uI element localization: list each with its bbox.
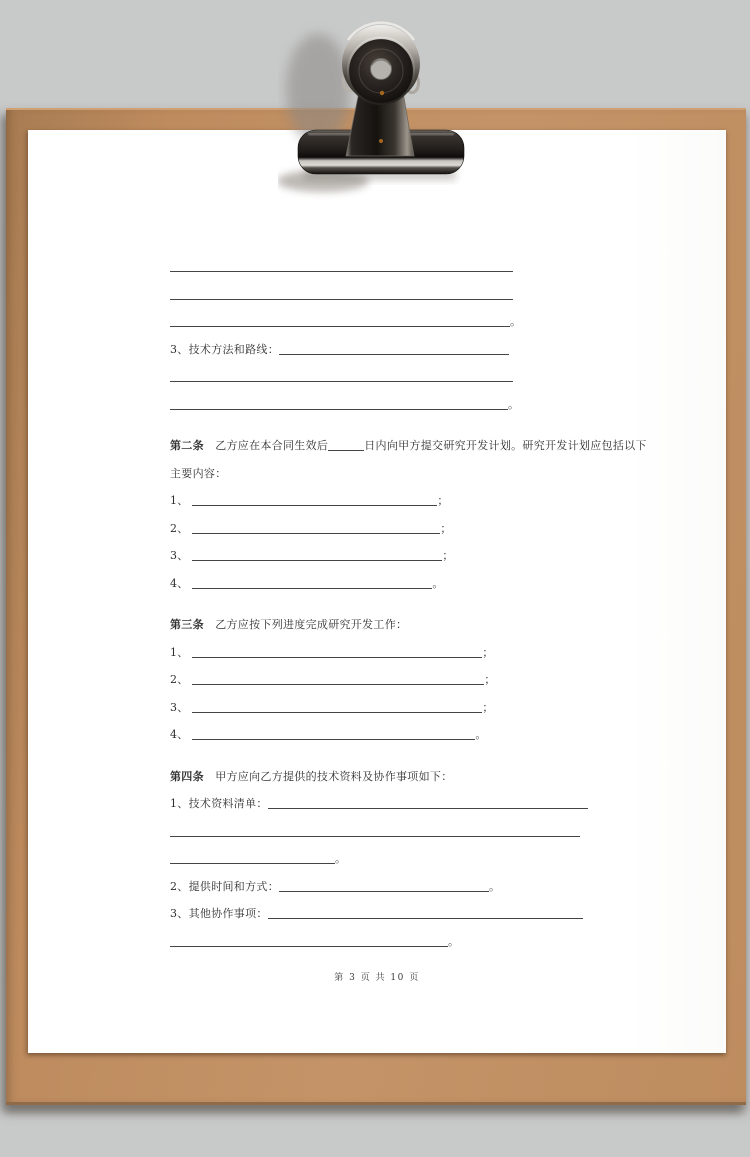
text-run: ； [442,549,454,562]
text-run: 4、 [170,728,193,741]
blank-underline [279,878,489,892]
document-line [170,515,716,543]
blank-underline [170,933,448,947]
document-line [170,666,716,694]
document-line [170,432,716,460]
text-run: 。 [489,879,501,893]
document-line [170,763,716,791]
blank-underline [192,671,484,685]
blank-underline [192,520,440,534]
document-line [170,336,716,364]
blank-underline [328,437,364,451]
document-line [170,611,716,639]
text-run: 甲方应向乙方提供的技术资料及协作事项如下： [203,769,453,783]
document-line [170,845,716,873]
clause-number: 第四条 [170,769,204,783]
blank-underline [170,258,513,272]
text-run: 3、其他协作事项： [170,907,268,920]
blank-underline [170,396,508,410]
document-line [170,391,716,419]
document-line [170,900,716,928]
clause-number: 第二条 [170,439,204,452]
document-line [170,873,716,901]
text-run: 。 [448,934,460,948]
text-run: 。 [432,576,444,590]
blank-underline [192,644,482,658]
blank-underline [170,823,580,837]
document-line [170,818,716,846]
blank-underline [192,547,442,561]
document-lines [170,253,716,955]
blank-underline [170,850,335,864]
section-gap [170,597,716,611]
document-line [170,570,716,598]
text-run: ； [482,700,494,714]
document-line [170,363,716,391]
document-line [170,281,716,309]
text-run: 。 [508,397,520,411]
blank-underline [279,341,509,355]
contract-page [28,130,726,1053]
text-run: 乙方应按下列进度完成研究开发工作： [203,618,408,631]
text-run: 。 [335,852,347,865]
text-run: 日内向甲方提交研究开发计划。研究开发计划应包括以下 [364,439,647,452]
blank-underline [192,575,432,589]
text-run: 2、提供时间和方式： [170,879,279,893]
blank-underline [192,726,475,740]
text-run: ； [437,494,449,507]
text-run: 1、 [170,645,193,659]
blank-underline [170,286,513,300]
text-run: 。 [510,315,522,328]
document-line [170,928,716,956]
section-gap [170,418,716,432]
text-run: ； [440,521,452,535]
clip-wall-shadow [286,34,350,144]
text-run: 3、 [170,549,193,562]
document-line [170,487,716,515]
blank-underline [192,492,437,506]
document-line [170,542,716,570]
document-line [170,790,716,818]
clip-knob-hole [371,59,392,80]
document-line [170,721,716,749]
document-line [170,639,716,667]
text-run: 。 [475,728,487,741]
document-line [170,253,716,281]
blank-underline [170,368,513,382]
clause-number: 第三条 [170,618,204,631]
text-run: 2、 [170,521,193,535]
text-run: ； [482,645,494,659]
text-run: 4、 [170,576,193,590]
text-run: 3、 [170,700,193,714]
bulldog-clip-icon [278,4,478,204]
text-run: 主要内容： [170,466,227,480]
text-run: 3、技术方法和路线： [170,342,279,356]
page-footer: 第 3 页 共 10 页 [334,973,420,983]
blank-underline [268,905,583,919]
text-run: ； [484,673,496,686]
document-line [170,694,716,722]
blank-underline [192,699,482,713]
section-gap [170,749,716,763]
text-run: 乙方应在本合同生效后 [203,439,329,452]
text-run: 1、 [170,494,193,507]
document-line [170,308,716,336]
document-line [170,460,716,488]
text-run: 2、 [170,673,193,686]
text-run: 1、技术资料清单： [170,797,268,810]
blank-underline [170,313,510,327]
blank-underline [268,795,588,809]
